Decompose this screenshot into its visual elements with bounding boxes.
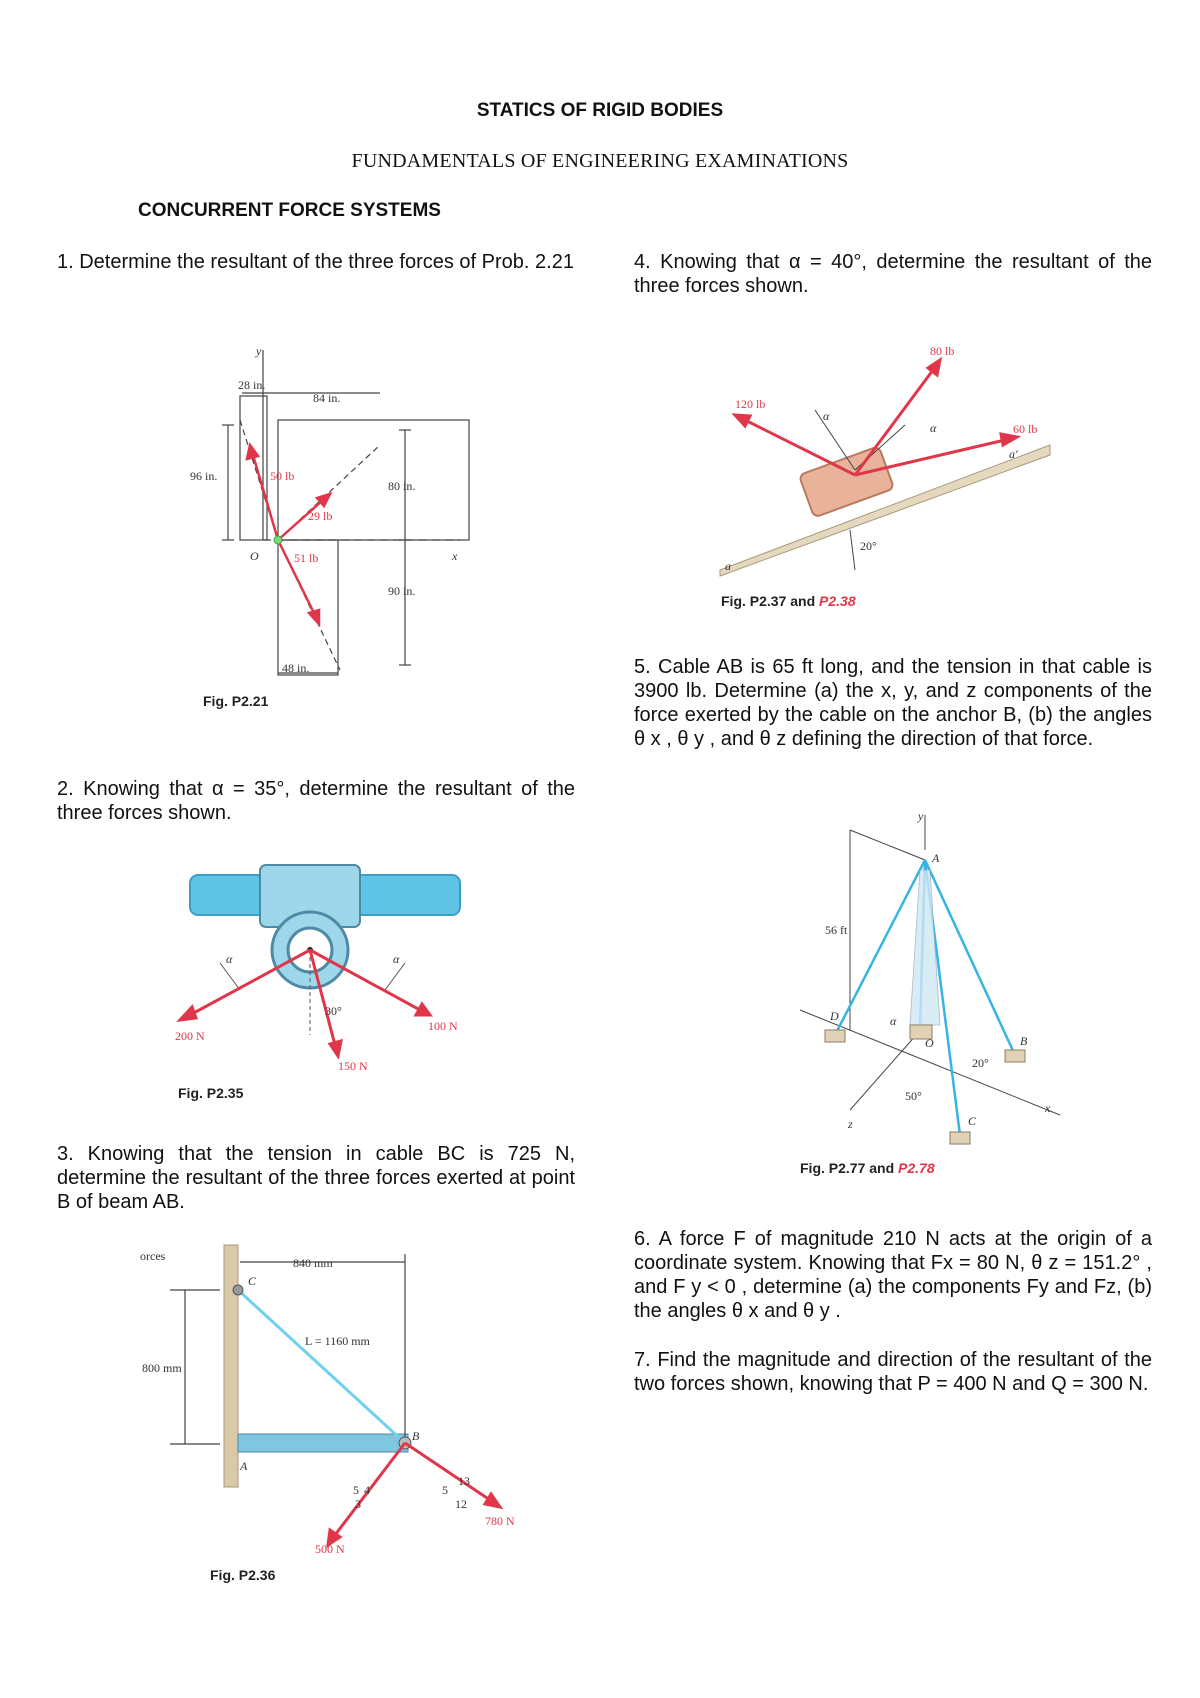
problem-4: 4. Knowing that α = 40°, determine the resultant of the three forces shown.: [634, 251, 1152, 297]
problem-7: 7. Find the magnitude and direction of the resultant of the two forces shown, knowing that P = 400 N and Q = 300 N.: [634, 1349, 1152, 1395]
alpha-right: α: [393, 952, 400, 966]
a-label: a: [725, 559, 731, 573]
slope-5a: 5: [353, 1483, 359, 1497]
page-title: STATICS OF RIGID BODIES: [476, 100, 724, 121]
force-150-label: 150 N: [338, 1059, 368, 1073]
figure-p2-36: [140, 1240, 540, 1560]
caption-main-text: Fig. P2.77 and: [800, 1160, 895, 1176]
force-780-label: 780 N: [485, 1514, 515, 1528]
point-a: A: [932, 851, 940, 865]
angle-30-label: 30°: [325, 1004, 342, 1018]
force-100-label: 100 N: [428, 1019, 458, 1033]
caption-main-text: Fig. P2.37 and: [721, 593, 816, 609]
figure-p2-21: [190, 345, 490, 680]
length-label: L = 1160 mm: [305, 1334, 370, 1348]
point-d: D: [830, 1009, 839, 1023]
z-axis-label: z: [848, 1117, 853, 1131]
slope-5b: 5: [442, 1483, 448, 1497]
force-120-label: 120 lb: [735, 397, 766, 411]
dim-840: 840 mm: [293, 1256, 333, 1270]
point-b: B: [1020, 1034, 1028, 1048]
slope-4: 4: [364, 1483, 370, 1497]
angle-20-label: 20°: [860, 539, 877, 553]
angle-20-label: 20°: [972, 1056, 989, 1070]
force-51-label: 51 lb: [294, 551, 319, 565]
dim-96: 96 in.: [190, 469, 218, 483]
y-axis-label: y: [918, 810, 924, 823]
caption-red-text: P2.38: [819, 593, 856, 609]
figure-caption-p2-37: [721, 593, 856, 609]
dim-48: 48 in.: [282, 661, 310, 675]
point-a: A: [240, 1459, 248, 1473]
force-80-label: 80 lb: [930, 344, 955, 358]
figure-caption-p2-21: Fig. P2.21: [203, 693, 269, 709]
angle-50-label: 50°: [905, 1089, 922, 1103]
force-60-label: 60 lb: [1013, 422, 1038, 436]
figure-caption-p2-36: Fig. P2.36: [210, 1567, 276, 1583]
alpha-label: α: [890, 1014, 897, 1028]
force-29-label: 29 lb: [308, 509, 333, 523]
alpha-1: α: [823, 409, 830, 423]
force-200-label: 200 N: [175, 1029, 205, 1043]
figure-p2-77: [790, 810, 1070, 1150]
x-axis-label: x: [452, 549, 458, 563]
caption-red-text: P2.78: [898, 1160, 935, 1176]
slope-12: 12: [455, 1497, 467, 1511]
section-heading: CONCURRENT FORCE SYSTEMS: [138, 200, 441, 221]
slope-3: 3: [355, 1497, 361, 1511]
figure-caption-p2-77: [800, 1160, 935, 1176]
force-500-label: 500 N: [315, 1542, 345, 1556]
height-56: 56 ft: [825, 923, 848, 937]
page-subtitle: FUNDAMENTALS OF ENGINEERING EXAMINATIONS: [351, 150, 849, 172]
cut-off-text: orces: [140, 1249, 166, 1263]
y-axis-label: y: [256, 345, 262, 358]
problem-2: 2. Knowing that α = 35°, determine the resultant of the three forces shown.: [57, 778, 575, 824]
dim-90: 90 in.: [388, 584, 416, 598]
figure-p2-35: [160, 855, 480, 1095]
alpha-left: α: [226, 952, 233, 966]
dim-80: 80 in.: [388, 479, 416, 493]
alpha-2: α: [930, 421, 937, 435]
a-prime-label: a': [1009, 447, 1018, 461]
dim-84: 84 in.: [313, 391, 341, 405]
point-c: C: [968, 1114, 977, 1128]
dim-800: 800 mm: [142, 1361, 182, 1375]
dim-28: 28 in.: [238, 378, 266, 392]
figure-p2-37: [705, 340, 1065, 590]
problem-3: 3. Knowing that the tension in cable BC is 725 N, determine the resultant of the three forces exerted at point B of beam AB.: [57, 1143, 575, 1213]
x-axis-label: x: [1045, 1101, 1051, 1115]
point-c: C: [248, 1274, 257, 1288]
problem-1: 1. Determine the resultant of the three forces of Prob. 2.21: [57, 251, 574, 273]
point-o: O: [925, 1036, 934, 1050]
origin-label: O: [250, 549, 259, 563]
problem-5: 5. Cable AB is 65 ft long, and the tension in that cable is 3900 lb. Determine (a) the x, y, and z components of the force exerted by the cable on the anchor B, (b) the angles θ x , θ y , and θ z defining the direction of that force.: [634, 656, 1152, 750]
figure-caption-p2-35: Fig. P2.35: [178, 1085, 244, 1101]
point-b: B: [412, 1429, 420, 1443]
problem-6: 6. A force F of magnitude 210 N acts at the origin of a coordinate system. Knowing that Fx = 80 N, θ z = 151.2° , and F y < 0 , determine (a) the components Fy and Fz, (b) the angles θ x and θ y .: [634, 1228, 1152, 1322]
slope-13: 13: [458, 1474, 470, 1488]
force-50-label: 50 lb: [270, 469, 295, 483]
